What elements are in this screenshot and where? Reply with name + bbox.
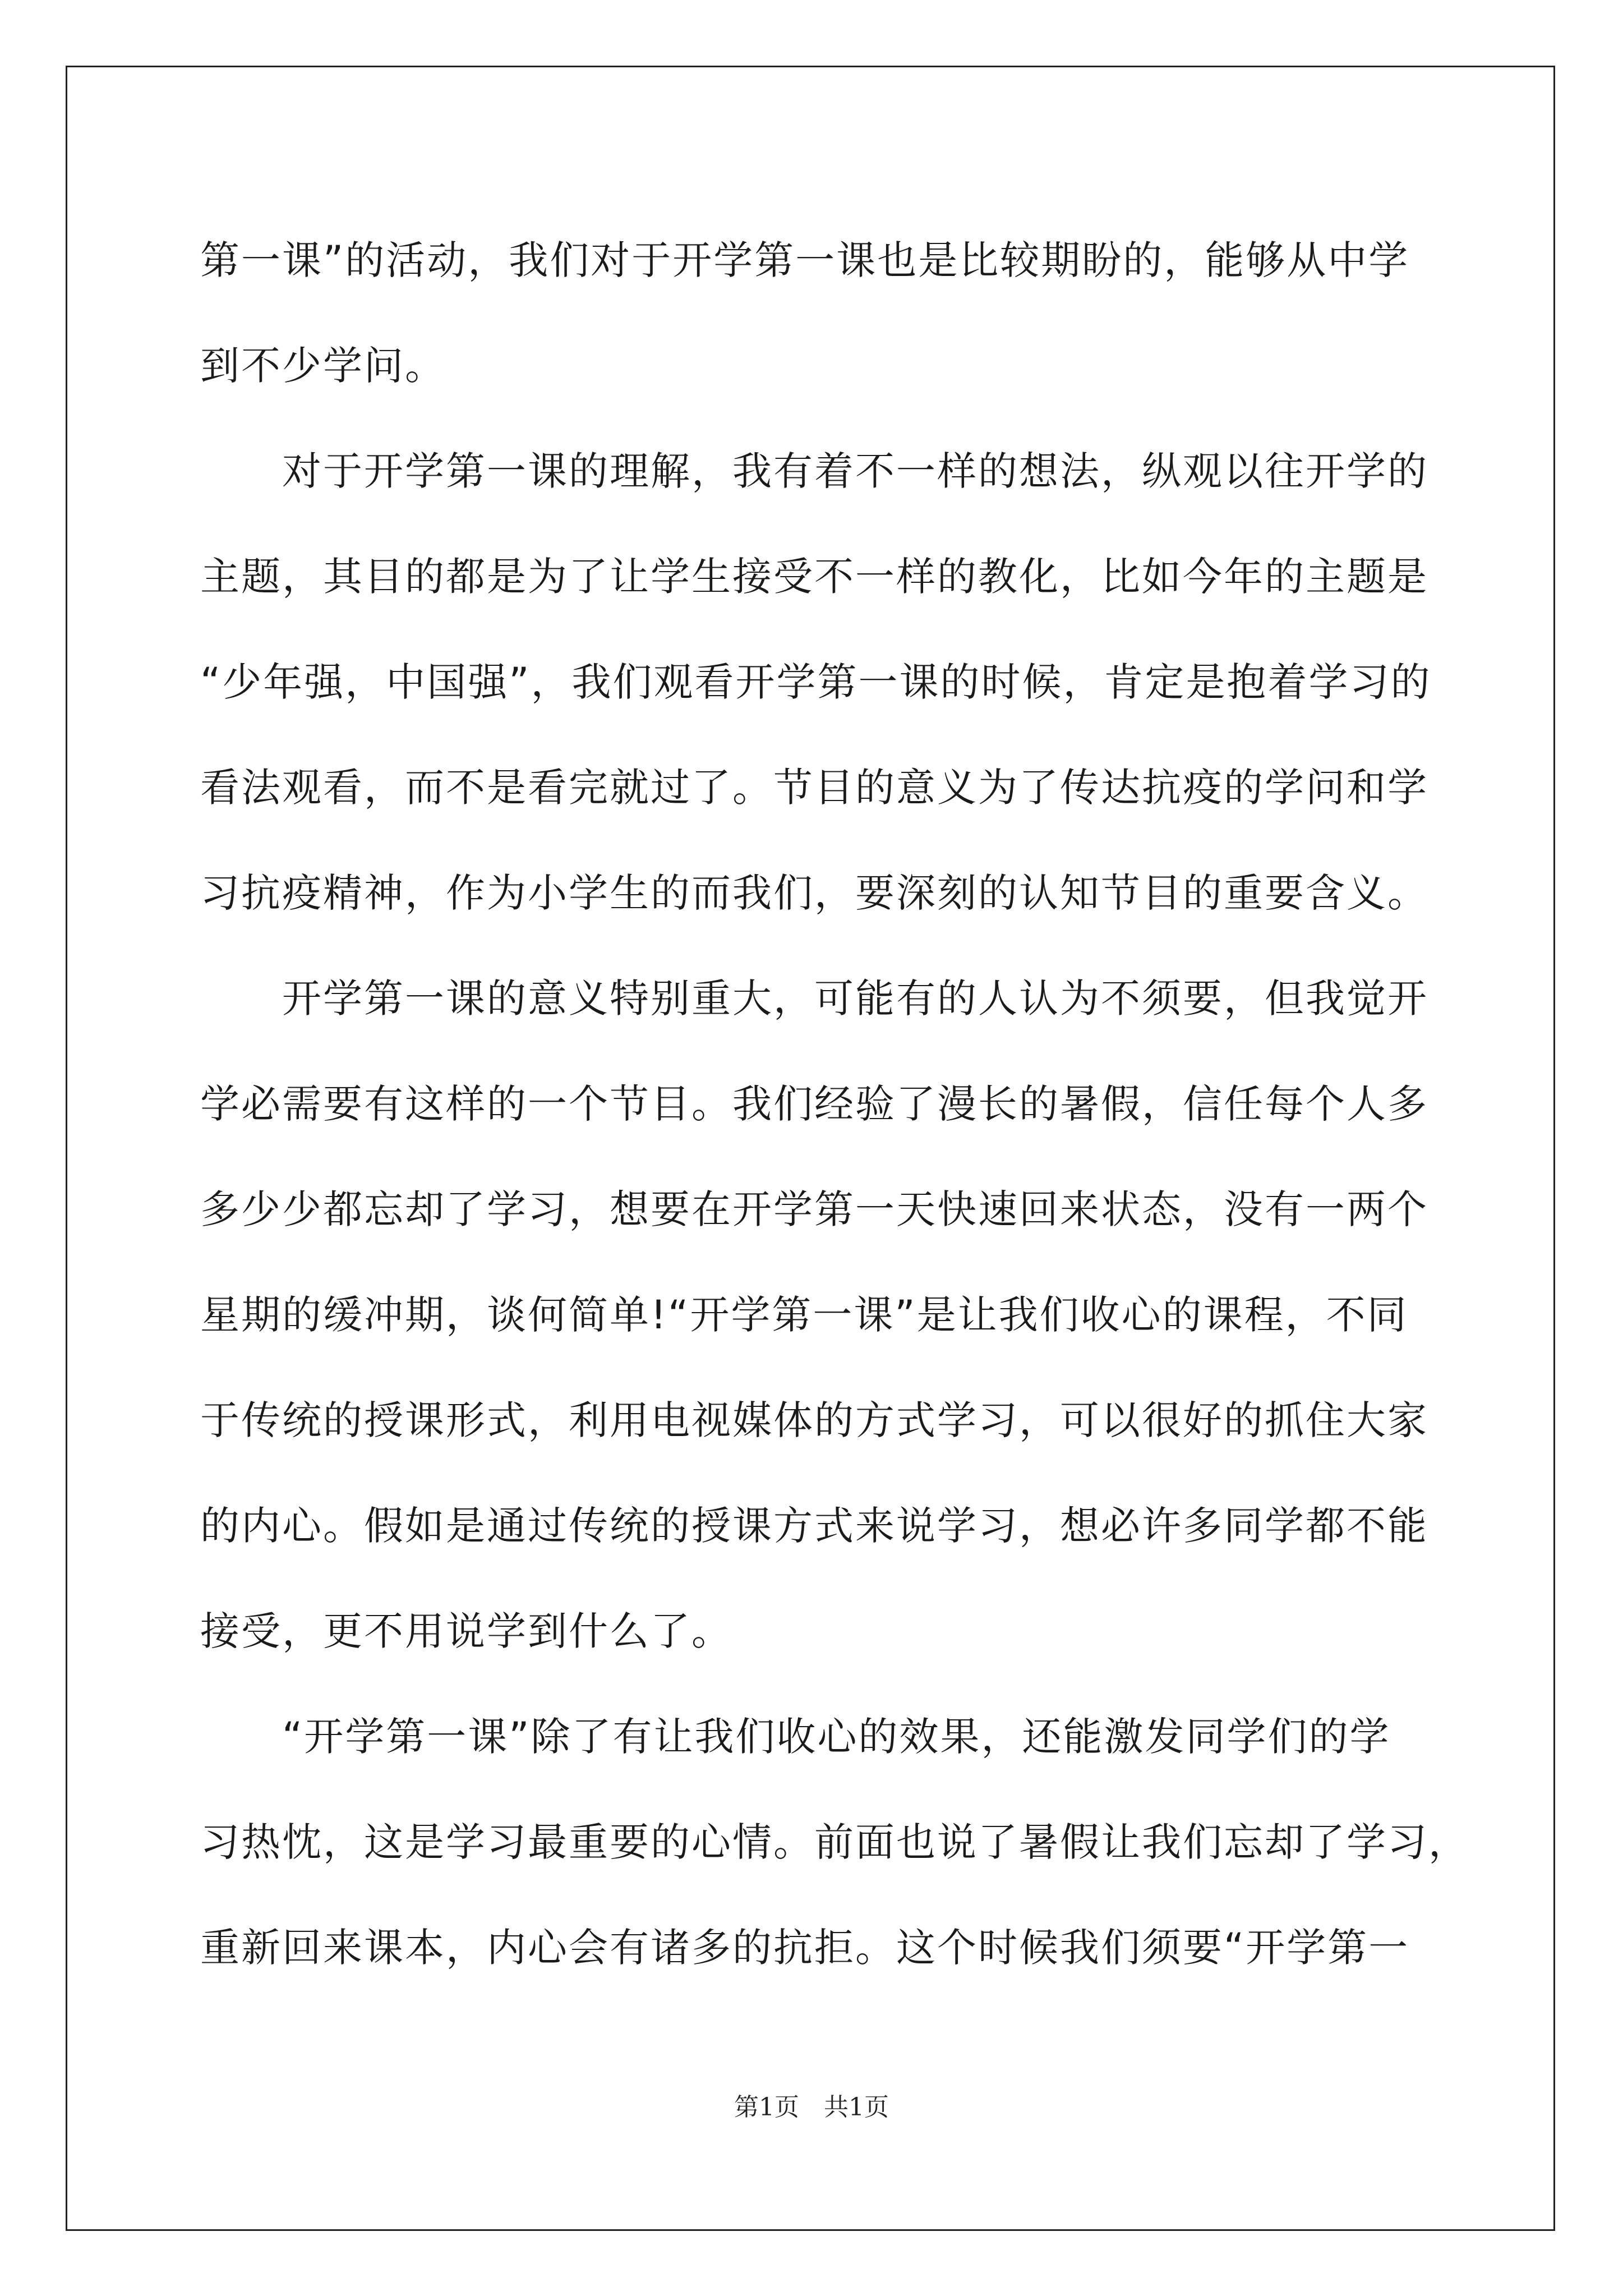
text-line: “开学第一课”除了有让我们收心的效果，还能激发同学们的学 — [200, 1714, 1391, 1760]
document-body — [200, 208, 1469, 2000]
text-line: 多少少都忘却了学习，想要在开学第一天快速回来状态，没有一两个 — [200, 1186, 1428, 1232]
text-line: 于传统的授课形式，利用电视媒体的方式学习，可以很好的抓住大家 — [200, 1397, 1428, 1443]
text-line: 的内心。假如是通过传统的授课方式来说学习，想必许多同学都不能 — [200, 1503, 1428, 1549]
text-line: 学必需要有这样的一个节目。我们经验了漫长的暑假，信任每个人多 — [200, 1081, 1428, 1127]
text-line: 看法观看，而不是看完就过了。节目的意义为了传达抗疫的学问和学 — [200, 765, 1428, 811]
text-line: 习热忱，这是学习最重要的心情。前面也说了暑假让我们忘却了学习， — [200, 1819, 1469, 1865]
text-line: 到不少学问。 — [200, 343, 446, 389]
text-line: 习抗疫精神，作为小学生的而我们，要深刻的认知节目的重要含义。 — [200, 870, 1428, 916]
text-line: 星期的缓冲期，谈何简单!“开学第一课”是让我们收心的课程，不同 — [200, 1292, 1408, 1338]
text-line: 接受，更不用说学到什么了。 — [200, 1608, 732, 1654]
text-line: 第一课”的活动，我们对于开学第一课也是比较期盼的，能够从中学 — [200, 237, 1410, 283]
page-footer: 第1页 共1页 — [734, 2093, 889, 2122]
text-line: 对于开学第一课的理解，我有着不一样的想法，纵观以往开学的 — [200, 448, 1428, 494]
text-line: 重新回来课本，内心会有诸多的抗拒。这个时候我们须要“开学第一 — [200, 1925, 1410, 1971]
text-line: 开学第一课的意义特别重大，可能有的人认为不须要，但我觉开 — [200, 976, 1428, 1022]
text-line: “少年强，中国强”，我们观看开学第一课的时候，肯定是抱着学习的 — [200, 659, 1432, 705]
text-line: 主题，其目的都是为了让学生接受不一样的教化，比如今年的主题是 — [200, 554, 1428, 600]
